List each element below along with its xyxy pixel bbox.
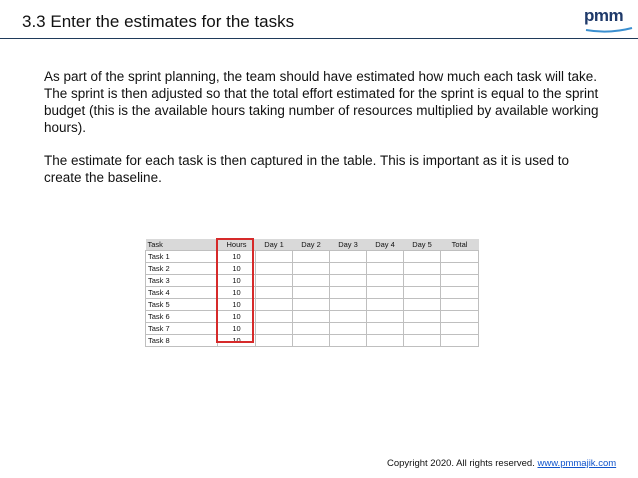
header-day-5: Day 5	[404, 239, 441, 251]
cell-day	[293, 299, 330, 311]
cell-day	[256, 251, 293, 263]
cell-hours: 10	[218, 323, 256, 335]
cell-day	[367, 311, 404, 323]
cell-day	[256, 335, 293, 347]
cell-day	[293, 251, 330, 263]
cell-day	[330, 299, 367, 311]
cell-hours: 10	[218, 335, 256, 347]
logo-text: pmm	[584, 6, 624, 25]
cell-task: Task 4	[146, 287, 218, 299]
website-link[interactable]: www.pmmajik.com	[537, 458, 617, 469]
header-day-4: Day 4	[367, 239, 404, 251]
cell-day	[330, 275, 367, 287]
table-row	[146, 275, 479, 287]
table-row	[146, 299, 479, 311]
table-header-row	[146, 239, 479, 251]
cell-task: Task 5	[146, 299, 218, 311]
table-row	[146, 287, 479, 299]
cell-day	[404, 299, 441, 311]
cell-day	[367, 263, 404, 275]
cell-total	[441, 311, 479, 323]
cell-day	[404, 275, 441, 287]
cell-hours: 10	[218, 263, 256, 275]
header-day-3: Day 3	[330, 239, 367, 251]
cell-day	[330, 311, 367, 323]
cell-hours: 10	[218, 251, 256, 263]
slide-body	[44, 68, 609, 202]
cell-total	[441, 287, 479, 299]
cell-task: Task 1	[146, 251, 218, 263]
cell-day	[367, 275, 404, 287]
pmm-logo	[584, 6, 634, 36]
cell-day	[404, 251, 441, 263]
cell-day	[293, 263, 330, 275]
paragraph-2: The estimate for each task is then captured in the table. This is important as it is used to create the baseline.	[44, 153, 570, 185]
copyright-footer	[387, 458, 616, 469]
cell-day	[293, 275, 330, 287]
cell-day	[293, 311, 330, 323]
cell-day	[404, 311, 441, 323]
cell-task: Task 8	[146, 335, 218, 347]
cell-day	[404, 323, 441, 335]
title-divider	[0, 38, 638, 39]
table-row	[146, 263, 479, 275]
cell-day	[367, 299, 404, 311]
copyright-text: Copyright 2020. All rights reserved.	[387, 458, 538, 469]
cell-hours: 10	[218, 287, 256, 299]
header-task: Task	[146, 239, 218, 251]
cell-total	[441, 299, 479, 311]
cell-total	[441, 263, 479, 275]
cell-day	[330, 263, 367, 275]
cell-task: Task 6	[146, 311, 218, 323]
cell-day	[404, 263, 441, 275]
cell-day	[293, 335, 330, 347]
paragraph-1: As part of the sprint planning, the team should have estimated how much each task will take. The sprint is then adjusted so that the total effort estimated for the sprint is equal to the sprint budget (this is the available hours taking number of resources multiplied by available working hours).	[44, 69, 599, 135]
cell-day	[404, 287, 441, 299]
cell-hours: 10	[218, 275, 256, 287]
table-row	[146, 335, 479, 347]
cell-task: Task 2	[146, 263, 218, 275]
cell-day	[293, 323, 330, 335]
table-row	[146, 323, 479, 335]
cell-day	[330, 287, 367, 299]
slide-header	[0, 0, 638, 40]
cell-day	[404, 335, 441, 347]
header-hours: Hours	[218, 239, 256, 251]
cell-day	[256, 263, 293, 275]
cell-day	[367, 251, 404, 263]
cell-day	[330, 251, 367, 263]
cell-total	[441, 335, 479, 347]
cell-day	[256, 311, 293, 323]
cell-total	[441, 251, 479, 263]
cell-day	[293, 287, 330, 299]
header-day-1: Day 1	[256, 239, 293, 251]
task-estimate-table	[145, 239, 479, 347]
header-day-2: Day 2	[293, 239, 330, 251]
logo-swoosh-icon	[584, 26, 634, 34]
cell-day	[330, 323, 367, 335]
cell-day	[256, 275, 293, 287]
cell-hours: 10	[218, 299, 256, 311]
cell-total	[441, 275, 479, 287]
cell-task: Task 7	[146, 323, 218, 335]
cell-day	[256, 299, 293, 311]
cell-day	[367, 323, 404, 335]
cell-total	[441, 323, 479, 335]
cell-day	[367, 287, 404, 299]
table-row	[146, 251, 479, 263]
cell-day	[256, 323, 293, 335]
cell-day	[367, 335, 404, 347]
slide-title: 3.3 Enter the estimates for the tasks	[22, 12, 295, 31]
cell-hours: 10	[218, 311, 256, 323]
cell-day	[256, 287, 293, 299]
cell-day	[330, 335, 367, 347]
cell-task: Task 3	[146, 275, 218, 287]
header-total: Total	[441, 239, 479, 251]
table-row	[146, 311, 479, 323]
